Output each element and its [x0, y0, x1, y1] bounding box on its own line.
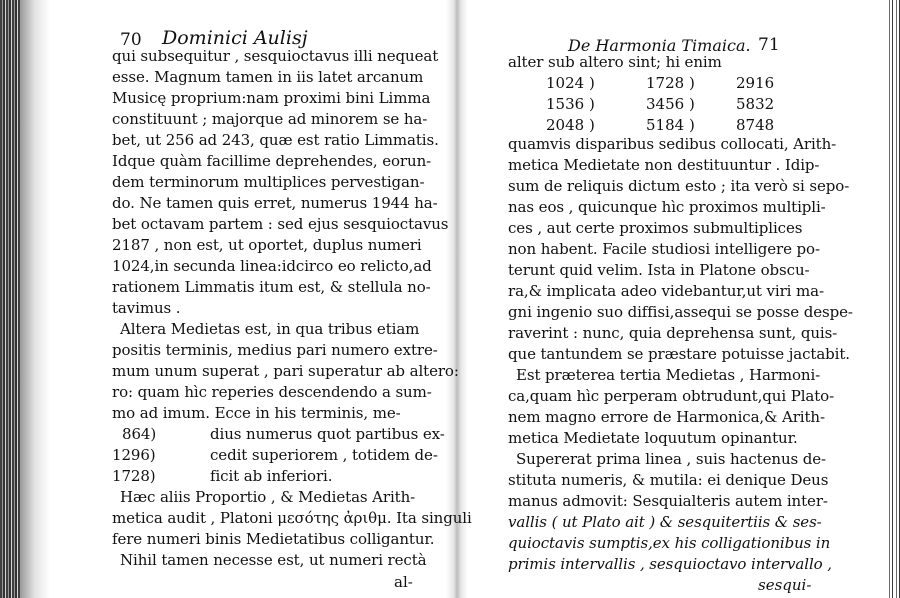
- text-line: sum de reliquis dictum esto ; ita verò si sepo-: [508, 177, 850, 195]
- text-line: mo ad imum. Ecce in his terminis, me-: [112, 404, 401, 422]
- text-line: ro: quam hìc reperies descendendo a sum-: [112, 383, 432, 401]
- text-line: raverint : nunc, quia deprehensa sunt, quis-: [508, 324, 838, 342]
- text-line: Musicę proprium:nam proximi bini Limma: [112, 89, 431, 107]
- text-line: fere numeri binis Medietatibus colligantur.: [112, 530, 435, 548]
- right-page-number: 71: [758, 35, 780, 55]
- left-page-shadow: [20, 0, 50, 598]
- text-line: nas eos , quicunque hìc proximos multipli-: [508, 198, 826, 216]
- left-catchword: al-: [394, 573, 413, 591]
- text-line: bet, ut 256 ad 243, quæ est ratio Limmatis.: [112, 131, 439, 149]
- text-line: Hæc aliis Proportio , & Medietas Arith-: [120, 488, 416, 506]
- left-running-title: Dominici Aulisj: [162, 27, 308, 49]
- text-line: positis terminis, medius pari numero extre-: [112, 341, 438, 359]
- text-line: primis intervallis , sesquioctavo intervallo ,: [508, 555, 832, 573]
- text-line: quioctavis sumptis,ex his colligationibus in: [508, 534, 831, 552]
- text-line: Altera Medietas est, in qua tribus etiam: [120, 320, 420, 338]
- text-line: gni ingenio suo diffisi,assequi se posse despe-: [508, 303, 853, 321]
- text-line: nem magno errore de Harmonica,& Arith-: [508, 408, 825, 426]
- text-line: qui subsequitur , sesquioctavus illi nequeat: [112, 47, 439, 65]
- table-cell: 8748: [736, 116, 775, 134]
- text-line: do. Ne tamen quis erret, numerus 1944 ha-: [112, 194, 438, 212]
- text-line: bet octavam partem : sed ejus sesquioctavus: [112, 215, 449, 233]
- text-line: ca,quam hìc perperam obtrudunt,qui Plato-: [508, 387, 835, 405]
- text-line: Supererat prima linea , suis hactenus de-: [516, 450, 827, 468]
- left-page-edges: [0, 0, 22, 598]
- right-running-title: De Harmonia Timaica.: [568, 36, 751, 55]
- right-page-edges: [886, 0, 900, 598]
- text-line: ra,& implicata adeo videbantur,ut viri ma-: [508, 282, 824, 300]
- text-line: metica Medietate loquutum opinantur.: [508, 429, 798, 447]
- term-number: 1728): [112, 467, 156, 485]
- text-line: esse. Magnum tamen in iis latet arcanum: [112, 68, 424, 86]
- table-cell: 5832: [736, 95, 775, 113]
- text-line: 2187 , non est, ut oportet, duplus numeri: [112, 236, 422, 254]
- text-line: metica audit , Platoni μεσότης ἀριθμ. Ita singuli: [112, 509, 472, 527]
- table-cell: 2048 ): [546, 116, 595, 134]
- numbers-table: [538, 74, 798, 140]
- text-line: stituta numeris, & mutila: ei denique Deus: [508, 471, 829, 489]
- text-line: Nihil tamen necesse est, ut numeri rectà: [120, 551, 427, 569]
- table-cell: 2916: [736, 74, 775, 92]
- left-page-number: 70: [120, 30, 142, 50]
- text-line: metica Medietate non destituuntur . Idip-: [508, 156, 820, 174]
- text-line: quamvis disparibus sedibus collocati, Arith-: [508, 135, 837, 153]
- table-cell: 1024 ): [546, 74, 595, 92]
- text-line: cedit superiorem , totidem de-: [210, 446, 438, 464]
- text-line: constituunt ; majorque ad minorem se ha-: [112, 110, 428, 128]
- term-number: 1296): [112, 446, 156, 464]
- table-cell: 5184 ): [646, 116, 695, 134]
- text-line: 1024,in secunda linea:idcirco eo relicto,ad: [112, 257, 432, 275]
- text-line: Idque quàm facillime deprehendes, eorun-: [112, 152, 432, 170]
- table-cell: 1728 ): [646, 74, 695, 92]
- text-line: dem terminorum multiplices pervestigan-: [112, 173, 425, 191]
- text-line: vallis ( ut Plato ait ) & sesquitertiis & ses-: [508, 513, 822, 531]
- text-line: terunt quid velim. Ista in Platone obscu-: [508, 261, 810, 279]
- text-line: que tantundem se præstare potuisse jactabit.: [508, 345, 850, 363]
- text-line: dius numerus quot partibus ex-: [210, 425, 445, 443]
- term-number: 864): [122, 425, 157, 443]
- text-line: ficit ab inferiori.: [210, 467, 333, 485]
- text-line: non habent. Facile studiosi intelligere po-: [508, 240, 820, 258]
- text-line: tavimus .: [112, 299, 181, 317]
- text-line: Est præterea tertia Medietas , Harmoni-: [516, 366, 821, 384]
- right-catchword: sesqui-: [758, 576, 812, 594]
- text-line: alter sub altero sint; hi enim: [508, 53, 722, 71]
- text-line: ces , aut certe proximos submultiplices: [508, 219, 803, 237]
- table-cell: 3456 ): [646, 95, 695, 113]
- text-line: rationem Limmatis itum est, & stellula no-: [112, 278, 431, 296]
- text-line: mum unum superat , pari superatur ab altero:: [112, 362, 459, 380]
- text-line: manus admovit: Sesquialteris autem inter-: [508, 492, 828, 510]
- table-cell: 1536 ): [546, 95, 595, 113]
